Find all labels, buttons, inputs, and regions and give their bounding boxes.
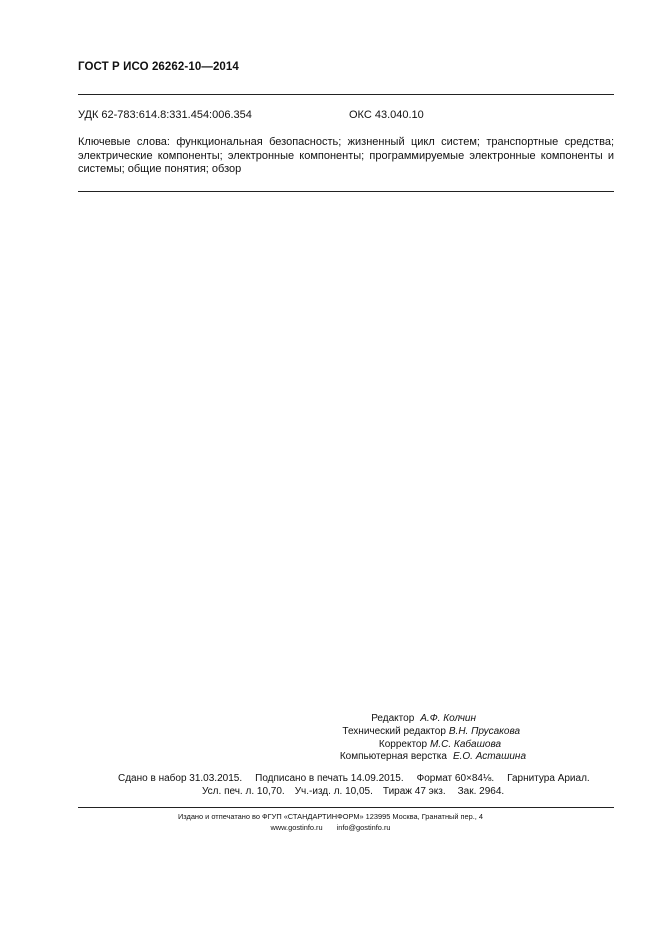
credit-tech-editor — [180, 726, 526, 739]
credit-name: А.Ф. Колчин — [420, 713, 476, 724]
publication-line-1 — [118, 773, 590, 784]
paper-format: Формат 60×84⅛. — [416, 773, 495, 784]
credit-role: Технический редактор — [342, 725, 446, 737]
printer-line: Издано и отпечатано во ФГУП «СТАНДАРТИНФОРМ» 123995 Москва, Гранатный пер., 4 — [177, 812, 484, 821]
email-link[interactable]: info@gostinfo.ru — [336, 823, 391, 832]
credit-editor — [180, 713, 526, 726]
credit-role: Редактор — [371, 713, 415, 724]
top-rule — [78, 94, 614, 95]
publication-line-2 — [202, 786, 504, 797]
credit-role: Корректор — [378, 738, 428, 750]
keywords-rule — [78, 191, 614, 192]
udk-code: УДК 62-783:614.8:331.454:006.354 — [78, 109, 252, 121]
credit-layout — [180, 751, 526, 764]
credits-block — [180, 713, 526, 764]
typeface: Гарнитура Ариал. — [507, 773, 590, 784]
circulation: Тираж 47 экз. — [382, 786, 446, 797]
bottom-rule — [78, 807, 614, 808]
printer-contacts — [0, 823, 661, 832]
credit-corrector — [180, 739, 526, 752]
keywords-paragraph: Ключевые слова: функциональная безопасность; жизненный цикл систем; транспортные средства; электрические компоненты; электронные компоненты; программируемые электронные компоненты и системы; общие понятия; обзор — [78, 136, 614, 176]
credit-name: Е.О. Асташина — [452, 751, 526, 763]
order-number: Зак. 2964. — [457, 786, 505, 797]
print-sheets: Усл. печ. л. 10,70. — [202, 786, 285, 797]
website-link[interactable]: www.gostinfo.ru — [270, 823, 323, 832]
submitted-date: Сдано в набор 31.03.2015. — [118, 773, 243, 784]
signed-date: Подписано в печать 14.09.2015. — [255, 773, 404, 784]
standard-code: ГОСТ Р ИСО 26262-10—2014 — [78, 61, 239, 73]
oks-code: ОКС 43.040.10 — [349, 109, 424, 121]
credit-role: Компьютерная верстка — [339, 751, 447, 763]
pub-sheets: Уч.-изд. л. 10,05. — [294, 786, 373, 797]
credit-name: М.С. Кабашова — [430, 738, 501, 750]
credit-name: В.Н. Прусакова — [448, 725, 520, 737]
